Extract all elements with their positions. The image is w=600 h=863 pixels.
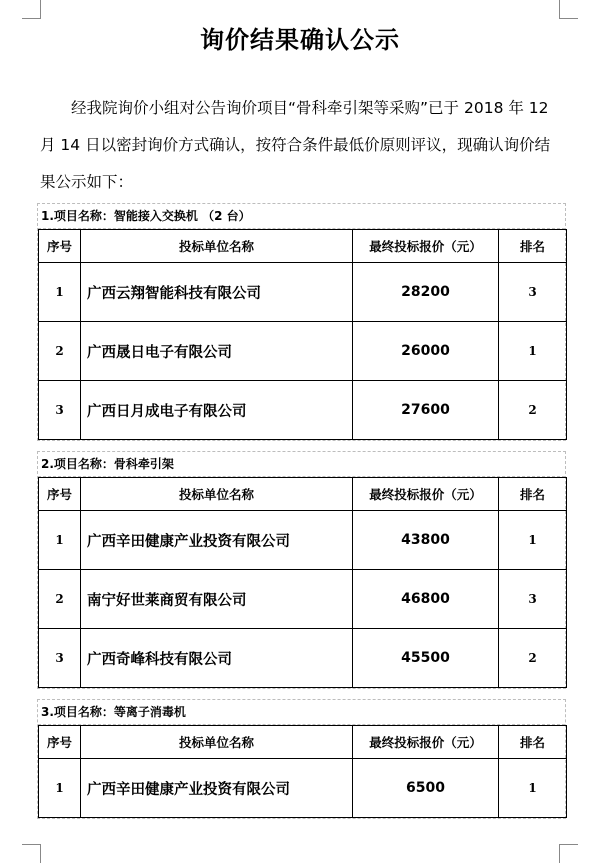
- row-index: 3: [39, 629, 81, 688]
- table-row: [39, 629, 567, 688]
- bid-price: 28200: [353, 263, 499, 322]
- row-index: 2: [39, 570, 81, 629]
- bidder-name: 广西奇峰科技有限公司: [81, 629, 353, 688]
- header-bidder-name: 投标单位名称: [81, 478, 353, 511]
- bidder-name: 广西辛田健康产业投资有限公司: [81, 511, 353, 570]
- results-table: [38, 229, 567, 440]
- bid-rank: 2: [499, 381, 567, 440]
- row-index: 1: [39, 511, 81, 570]
- table-row: [39, 263, 567, 322]
- results-table: [38, 725, 567, 818]
- table-row: [39, 511, 567, 570]
- header-final-price: 最终投标报价（元）: [353, 230, 499, 263]
- section-3: [37, 699, 566, 819]
- row-index: 1: [39, 263, 81, 322]
- section-1: [37, 203, 566, 441]
- crop-mark-bottom-right: [559, 844, 578, 863]
- header-rank: 排名: [499, 478, 567, 511]
- header-bidder-name: 投标单位名称: [81, 230, 353, 263]
- bid-rank: 3: [499, 570, 567, 629]
- row-index: 3: [39, 381, 81, 440]
- bidder-name: 广西云翔智能科技有限公司: [81, 263, 353, 322]
- table-row: [39, 322, 567, 381]
- bid-price: 43800: [353, 511, 499, 570]
- bid-price: 45500: [353, 629, 499, 688]
- section-label: 2.项目名称：骨科牵引架: [38, 452, 565, 477]
- header-final-price: 最终投标报价（元）: [353, 726, 499, 759]
- bid-rank: 1: [499, 759, 567, 818]
- results-table: [38, 477, 567, 688]
- row-index: 1: [39, 759, 81, 818]
- table-header-row: [39, 230, 567, 263]
- bid-price: 6500: [353, 759, 499, 818]
- bidder-name: 广西辛田健康产业投资有限公司: [81, 759, 353, 818]
- bidder-name: 广西日月成电子有限公司: [81, 381, 353, 440]
- header-rank: 排名: [499, 230, 567, 263]
- bid-rank: 3: [499, 263, 567, 322]
- bid-price: 26000: [353, 322, 499, 381]
- header-rank: 排名: [499, 726, 567, 759]
- row-index: 2: [39, 322, 81, 381]
- page-title: 询价结果确认公示: [200, 26, 400, 54]
- crop-mark-bottom-left: [22, 844, 41, 863]
- section-2: [37, 451, 566, 689]
- header-final-price: 最终投标报价（元）: [353, 478, 499, 511]
- table-row: [39, 759, 567, 818]
- header-index: 序号: [39, 230, 81, 263]
- bid-rank: 1: [499, 322, 567, 381]
- bid-rank: 1: [499, 511, 567, 570]
- header-index: 序号: [39, 726, 81, 759]
- bid-rank: 2: [499, 629, 567, 688]
- table-header-row: [39, 726, 567, 759]
- crop-mark-top-right: [559, 0, 578, 19]
- bid-price: 46800: [353, 570, 499, 629]
- bidder-name: 广西晟日电子有限公司: [81, 322, 353, 381]
- section-label: 3.项目名称：等离子消毒机: [38, 700, 565, 725]
- intro-paragraph: 经我院询价小组对公告询价项目“骨科牵引架等采购”已于 2018 年 12 月 14 日以密封询价方式确认，按符合条件最低价原则评议，现确认询价结果公示如下：: [40, 99, 551, 191]
- bidder-name: 南宁好世莱商贸有限公司: [81, 570, 353, 629]
- crop-mark-top-left: [22, 0, 41, 19]
- bid-price: 27600: [353, 381, 499, 440]
- table-row: [39, 381, 567, 440]
- table-header-row: [39, 478, 567, 511]
- header-index: 序号: [39, 478, 81, 511]
- table-row: [39, 570, 567, 629]
- header-bidder-name: 投标单位名称: [81, 726, 353, 759]
- section-label: 1.项目名称：智能接入交换机 （2 台）: [38, 204, 565, 229]
